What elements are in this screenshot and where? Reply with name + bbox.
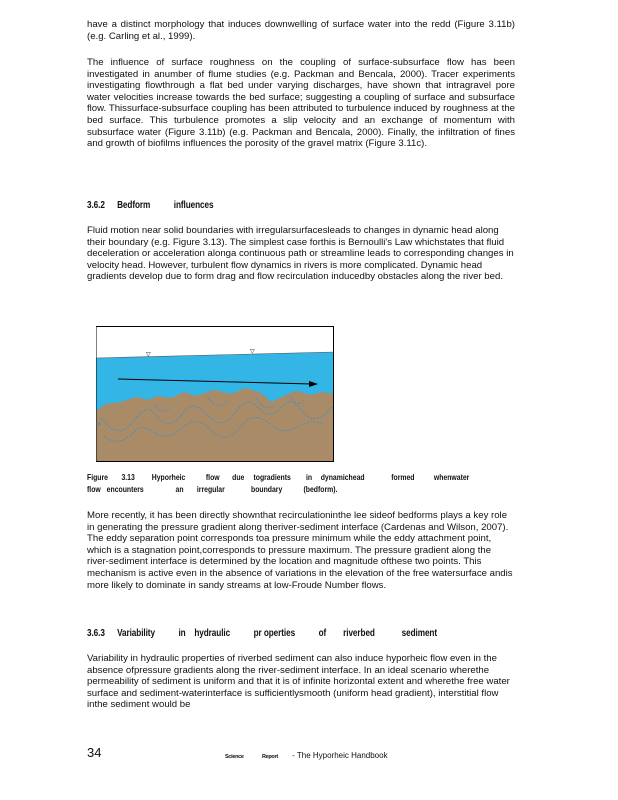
footer-handbook-title: - The Hyporheic Handbook: [292, 751, 388, 760]
caption-word: Figure: [87, 472, 108, 482]
figure-hyporheic-flow-diagram: [96, 326, 334, 462]
caption-word: formed: [391, 472, 415, 482]
paragraph-hydraulic-variability: Variability in hydraulic properties of riverbed sediment can also induce hyporheic flow even in the absence ofpressure gradients along the river-sediment interface. In an ideal scenario wherethe permeability of sediment is uniform and that it is of infinite horizontal extent and wherethe free water surface and sediment-waterinterface is sufficientlysmooth (uniform head gradient), interstitial flow inthe sediment would be: [87, 653, 510, 711]
heading-word: influences: [173, 200, 214, 211]
footer-report-title: [225, 751, 388, 760]
heading-word: Variability: [117, 628, 155, 639]
caption-word: togradients: [253, 472, 291, 482]
figure-caption: [87, 472, 470, 495]
water-level-marker: ▽: [250, 348, 255, 355]
caption-word: flow: [87, 483, 101, 494]
heading-word: sediment: [401, 628, 438, 639]
paragraph-bedform-influences: Fluid motion near solid boundaries with irregularsurfacesleads to changes in dynamic head along their boundary (e.g. Figure 3.13). The simplest case forthis is Bernoulli's Law whichstates that fluid deceleration or acceleration alonga continuous path or streamline leads to corresponding changes in velocity head. However, turbulent flow dynamics in rivers is more complicated. Dynamic head gradients develop due to form drag and flow recirculation inducedby obstacles along the river bed.: [87, 225, 514, 283]
caption-word: 3.13: [121, 472, 135, 482]
section-heading-3-6-3: [87, 628, 455, 639]
paragraph-surface-roughness: The influence of surface roughness on the coupling of surface-subsurface flow has been investigated in anumber of flume studies (e.g. Packman and Bencala, 2000). Tracer experiments investigating flowthrough a flat bed under varying discharges, have shown that intragravel pore water velocities increase towards the bed surface; suggesting a coupling of surface and subsurface flow. Thissurface-subsurface coupling has been attributed to turbulence induced by roughness at the bed surface. This turbulence promotes a slip velocity and an exchange of momentum with subsurface water (Figure 3.11b) (e.g. Packman and Bencala, 2000). Finally, the infiltration of fines and growth of biofilms influences the porosity of the gravel matrix (Figure 3.11c).: [87, 57, 515, 150]
caption-word: boundary: [251, 483, 283, 494]
caption-word: irregular: [196, 483, 225, 494]
caption-word: whenwater: [433, 472, 470, 482]
caption-word: Hyporheic: [151, 472, 186, 482]
paragraph-recirculation: More recently, it has been directly shownthat recirculationinthe lee sideof bedforms plays a key role in generating the pressure gradient along theriver-sediment interface (Cardenas and Wilson, 2007). The eddy separation point corresponds toa pressure minimum while the eddy attachment point, which is a stagnation point,corresponds to pressure maximum. The pressure gradient along the river-sediment interface is determined by the location and magnitude ofthese two points. This mechanism is active even in the absence of variations in the elevation of the free watersurface andis more likely to dominate in sandy streams at low-Froude Number flows.: [87, 510, 513, 591]
flow-path-dot: [98, 423, 100, 425]
section-number: 3.6.3: [87, 628, 105, 639]
caption-word: in: [305, 472, 313, 482]
caption-line-1: [87, 472, 470, 484]
sediment-region: [96, 388, 334, 462]
caption-word: due: [232, 472, 245, 482]
caption-word: (bedform).: [303, 483, 338, 494]
caption-word: encounters: [106, 483, 144, 494]
heading-word: in: [178, 628, 186, 639]
paragraph-intro: have a distinct morphology that induces downwelling of surface water into the redd (Figure 3.11b) (e.g. Carling et al., 1999).: [87, 19, 515, 42]
heading-word: Bedform: [117, 200, 151, 211]
section-number: 3.6.2: [87, 200, 105, 211]
caption-word: an: [175, 483, 184, 494]
caption-line-2: [87, 484, 440, 496]
footer-report-label: Report: [261, 754, 278, 760]
heading-word: pr operties: [253, 628, 296, 639]
section-heading-3-6-2: [87, 200, 232, 211]
footer-science-label: Science: [225, 754, 244, 760]
page-number: 34: [87, 745, 102, 760]
heading-word: of: [318, 628, 327, 639]
heading-word: hydraulic: [194, 628, 231, 639]
caption-word: flow: [205, 472, 220, 482]
heading-word: riverbed: [343, 628, 375, 639]
figure-svg: [96, 326, 334, 462]
caption-word: dynamichead: [320, 472, 365, 482]
water-level-marker: ▽: [146, 351, 151, 358]
